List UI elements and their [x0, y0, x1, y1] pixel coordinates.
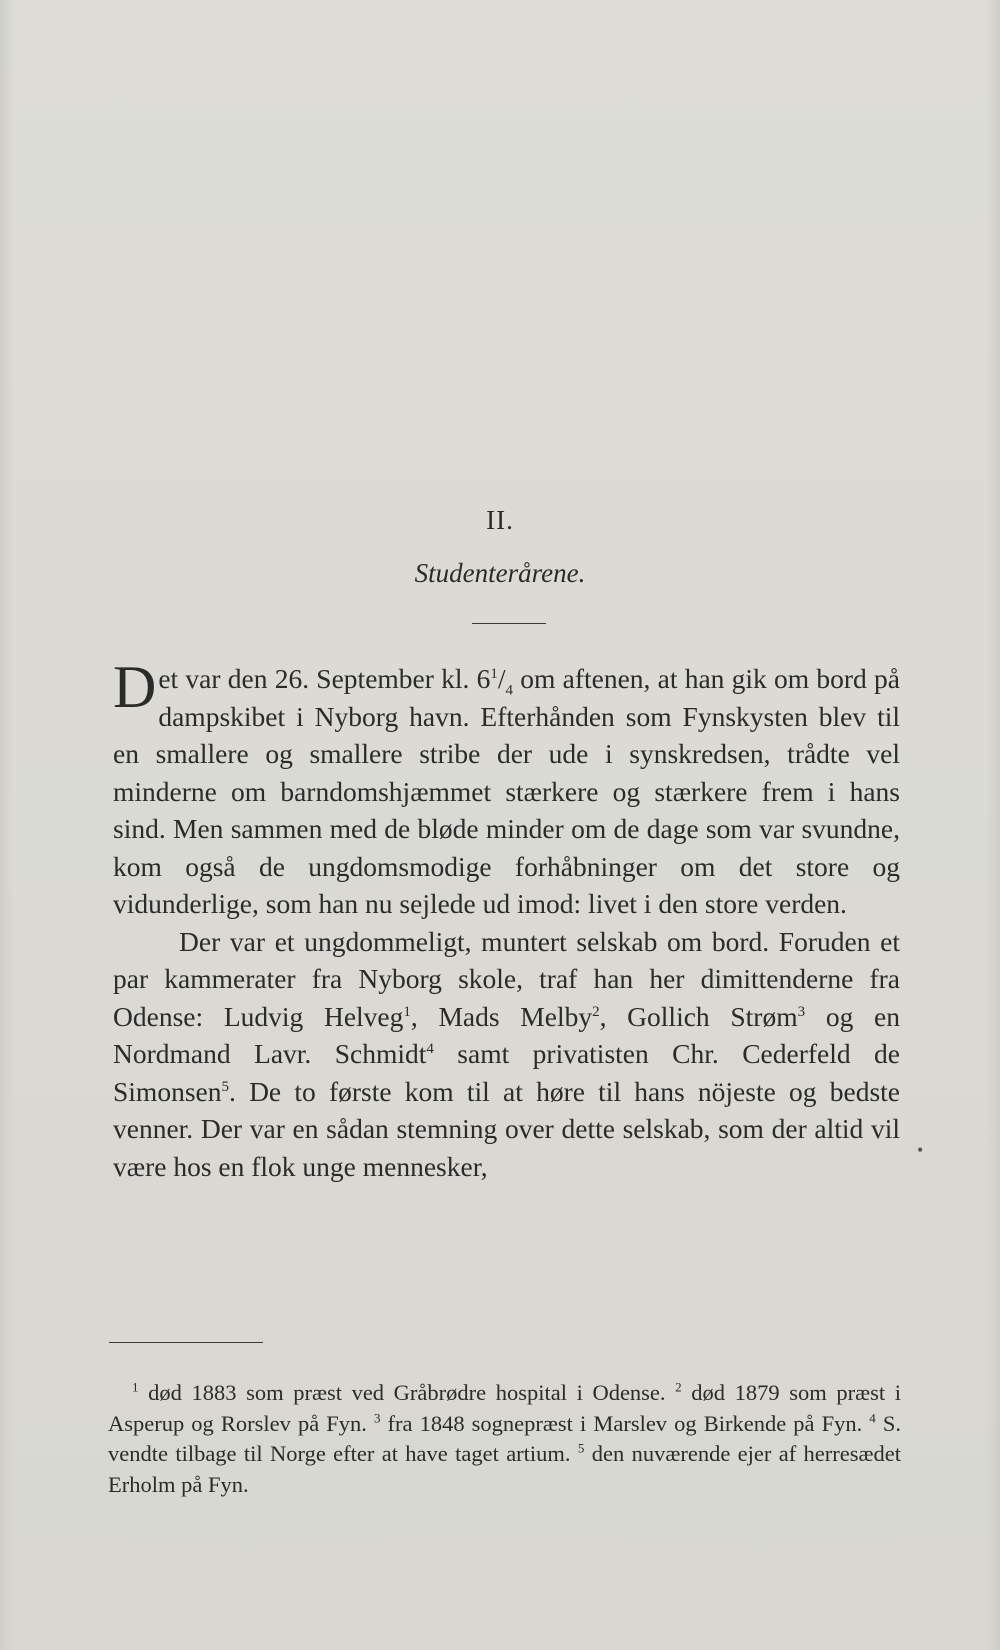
footnotes: [108, 1378, 901, 1500]
footnote-number-1: 1: [132, 1379, 139, 1395]
paragraph-2-text-a: Der var et ungdommeligt, muntert selskab om bord. Foruden et par kammerater fra Nyborg skole, traf han her dimittenderne fra Odense: Ludvig Helveg: [113, 925, 900, 1032]
paragraph-1: [113, 654, 900, 923]
paragraph-2-text-b: , Mads Melby: [410, 1000, 593, 1032]
footnote-number-4: 4: [869, 1410, 876, 1425]
footnote-number-3: 3: [373, 1410, 381, 1425]
footnote-block: [108, 1378, 901, 1500]
title-rule: [472, 623, 546, 624]
footnote-text-4: S. vendte tilbage til Norge efter at have taget artium.: [108, 1410, 901, 1466]
page-edge-right: [986, 0, 1000, 1650]
footnote-number-2: 2: [675, 1379, 682, 1395]
footnote-ref-2: 2: [592, 1003, 600, 1020]
body-text: [113, 654, 900, 1185]
footnote-ref-3: 3: [797, 1003, 806, 1020]
paragraph-1-text-a: et var den 26. September kl. 6: [158, 663, 491, 694]
footnote-text-2: død 1879 som præst i Asperup og Rorslev på Fyn.: [108, 1380, 901, 1436]
footnote-rule: [109, 1342, 263, 1343]
paragraph-2-text-f: . De to første kom til at høre til hans nöjeste og bedste venner. Der var en sådan stemning over dette selskab, som der altid vil være hos en flok unge mennesker,: [113, 1075, 900, 1182]
fraction-numerator: 1: [490, 665, 498, 682]
stray-dot-mark: •: [917, 1140, 924, 1160]
paragraph-1-text-b: om aftenen, at han gik om bord på dampskibet i Nyborg havn. Efterhånden som Fynskysten blev til en smallere og smallere stribe der ude i synskredsen, trådte vel minderne om barndomshjæmmet stærkere og stærkere frem i hans sind. Men sammen med de bløde minder om de dage som var svundne, kom også de ungdomsmodige forhåbninger om det store og vidunderlige, som han nu sejlede ud imod: livet i den store verden.: [113, 663, 900, 919]
chapter-title: Studenterårene.: [414, 558, 586, 588]
footnote-number-5: 5: [577, 1440, 585, 1456]
page-edge-left: [0, 0, 14, 1650]
fraction-denominator: 4: [505, 682, 514, 699]
footnote-text-1: død 1883 som præst ved Gråbrødre hospital i Odense.: [138, 1380, 676, 1405]
paragraph-2-text-e: samt privatisten Chr. Cederfeld de Simonsen: [113, 1038, 900, 1107]
footnote-ref-4: 4: [426, 1040, 434, 1057]
footnote-ref-1: 1: [403, 1003, 411, 1020]
paragraph-2-text-d: og en Nordmand Lavr. Schmidt: [113, 1000, 900, 1069]
chapter-number: II.: [486, 505, 514, 535]
footnote-text-5: den nuværende ejer af herresædet Erholm på Fyn.: [108, 1441, 902, 1497]
fraction-slash: /: [497, 663, 506, 694]
paragraph-2-text-c: , Gollich Strøm: [599, 1000, 798, 1032]
footnote-ref-5: 5: [221, 1078, 229, 1095]
footnote-text-3: fra 1848 sognepræst i Marslev og Birkende på Fyn.: [380, 1410, 870, 1436]
drop-cap: D: [113, 654, 157, 720]
paragraph-2: [113, 923, 900, 1186]
